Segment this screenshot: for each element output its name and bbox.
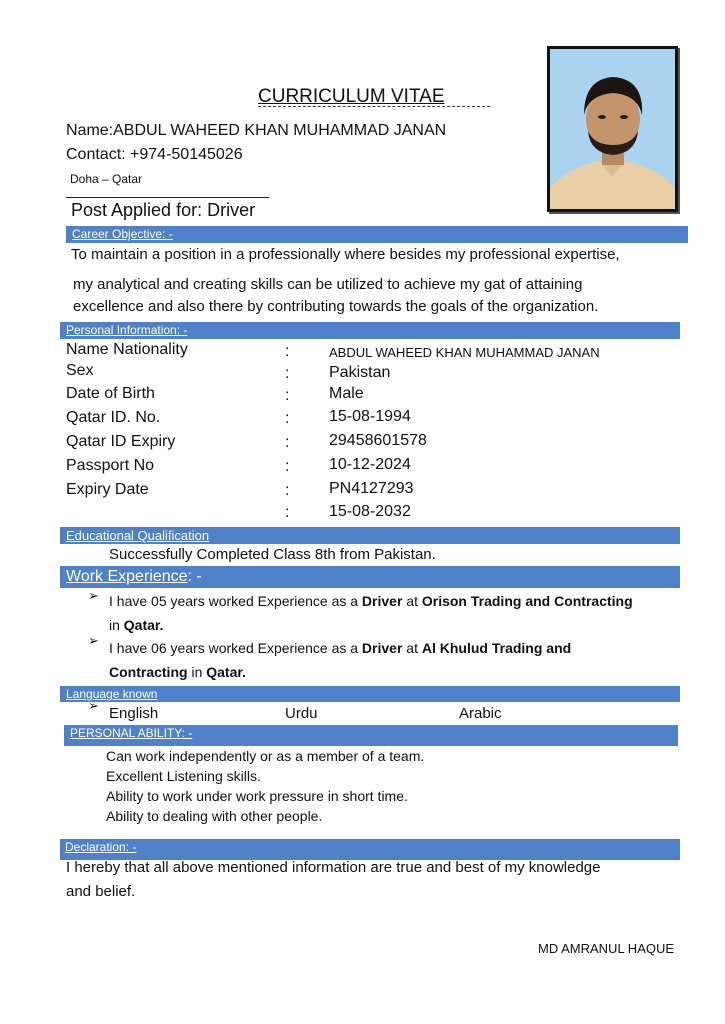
- career-line-2: my analytical and creating skills can be utilized to achieve my gat of attaining: [73, 276, 583, 293]
- colon: :: [285, 434, 290, 451]
- work-heading-label: Work Experience: [66, 568, 188, 585]
- ability-item: Ability to work under work pressure in short time.: [106, 788, 408, 804]
- work-item-1-line-1: I have 05 years worked Experience as a Driver at Orison Trading and Contracting: [109, 593, 633, 609]
- value-sex: Male: [329, 385, 364, 402]
- language-heading: Language known: [60, 686, 680, 702]
- education-heading: Educational Qualification: [60, 527, 680, 544]
- divider: [66, 197, 269, 198]
- language-english: English: [109, 705, 159, 722]
- colon: :: [285, 387, 290, 404]
- label-qatar-id: Qatar ID. No.: [66, 409, 161, 426]
- value-qatar-id-expiry: 10-12-2024: [329, 456, 411, 473]
- value-passport: PN4127293: [329, 480, 414, 497]
- label-passport: Passport No: [66, 457, 155, 474]
- label-name-nationality: Name Nationality: [66, 341, 188, 358]
- colon: :: [285, 458, 290, 475]
- value-expiry: 15-08-2032: [329, 503, 411, 520]
- applicant-name: Name:ABDUL WAHEED KHAN MUHAMMAD JANAN: [66, 122, 447, 139]
- declaration-heading: Declaration: -: [60, 839, 680, 860]
- work-item-2-line-2: Contracting in Qatar.: [109, 664, 246, 680]
- ability-heading: PERSONAL ABILITY: -: [64, 725, 678, 746]
- arrow-bullet-icon: ➢: [88, 698, 99, 713]
- language-arabic: Arabic: [459, 705, 502, 722]
- language-urdu: Urdu: [285, 705, 318, 722]
- ability-item: Ability to dealing with other people.: [106, 808, 323, 824]
- value-dob: 15-08-1994: [329, 408, 411, 425]
- signature-name: MD AMRANUL HAQUE: [538, 941, 675, 956]
- location: Doha – Qatar: [70, 172, 143, 186]
- declaration-line-1: I hereby that all above mentioned information are true and best of my knowledge: [66, 859, 601, 876]
- person-photo-icon: [550, 49, 675, 209]
- colon: :: [285, 343, 290, 360]
- ability-item: Can work independently or as a member of a team.: [106, 748, 425, 764]
- education-text: Successfully Completed Class 8th from Pakistan.: [109, 546, 436, 563]
- career-line-1: To maintain a position in a professionally where besides my professional expertise,: [71, 246, 620, 263]
- work-item-2-line-1: I have 06 years worked Experience as a Driver at Al Khulud Trading and: [109, 640, 572, 656]
- personal-info-heading: Personal Information: -: [60, 322, 680, 339]
- label-expiry: Expiry Date: [66, 481, 149, 498]
- work-item-1-line-2: in Qatar.: [109, 617, 164, 633]
- colon: :: [285, 504, 290, 521]
- ability-item: Excellent Listening skills.: [106, 768, 261, 784]
- declaration-line-2: and belief.: [66, 883, 136, 900]
- post-applied: Post Applied for: Driver: [71, 200, 256, 220]
- title-underline: [258, 106, 490, 107]
- page-title: CURRICULUM VITAE: [258, 86, 445, 107]
- work-experience-heading: [60, 566, 680, 588]
- value-nationality: Pakistan: [329, 364, 391, 381]
- profile-photo: [547, 46, 678, 212]
- value-name: ABDUL WAHEED KHAN MUHAMMAD JANAN: [329, 345, 600, 360]
- work-heading-suffix: : -: [187, 568, 202, 585]
- label-qatar-id-expiry: Qatar ID Expiry: [66, 433, 176, 450]
- career-objective-heading: Career Objective: -: [66, 226, 688, 243]
- career-line-3: excellence and also there by contributing towards the goals of the organization.: [73, 298, 599, 315]
- contact-number: Contact: +974-50145026: [66, 146, 243, 163]
- label-dob: Date of Birth: [66, 385, 155, 402]
- arrow-bullet-icon: ➢: [88, 633, 99, 648]
- colon: :: [285, 365, 290, 382]
- colon: :: [285, 410, 290, 427]
- value-qatar-id: 29458601578: [329, 432, 427, 449]
- label-sex: Sex: [66, 362, 94, 379]
- arrow-bullet-icon: ➢: [88, 588, 99, 603]
- colon: :: [285, 482, 290, 499]
